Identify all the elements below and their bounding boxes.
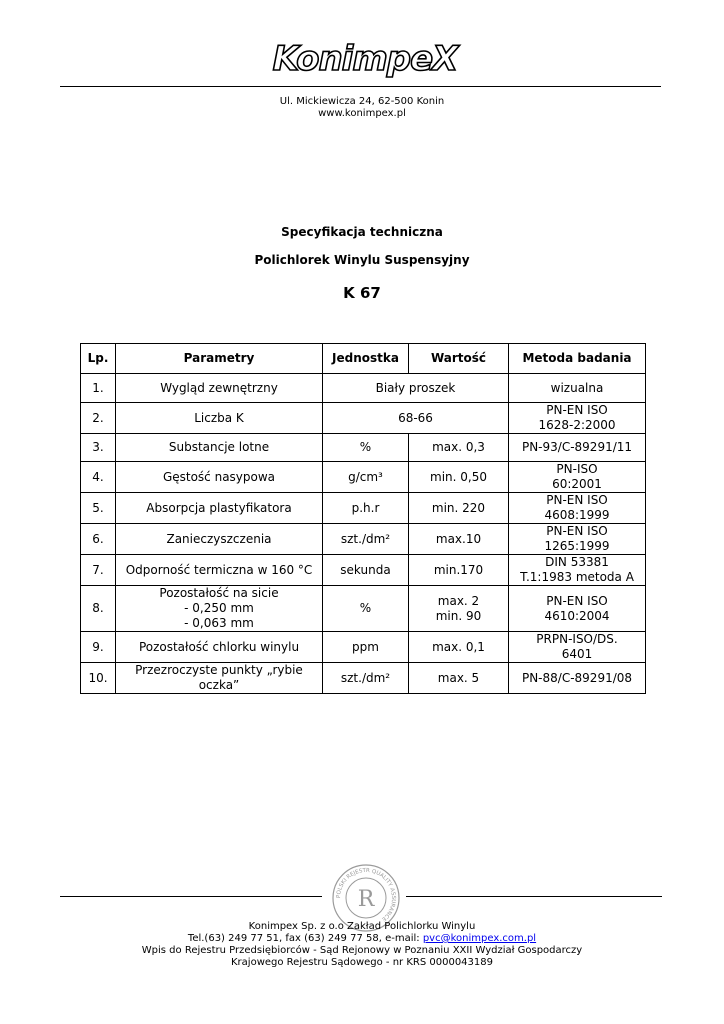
cell-method: PN-93/C-89291/11 xyxy=(509,434,646,462)
cell-method: PRPN-ISO/DS. 6401 xyxy=(509,632,646,663)
cell-unit: % xyxy=(323,586,409,632)
cell-lp: 2. xyxy=(81,403,116,434)
footer-register-line: Wpis do Rejestru Przedsiębiorców - Sąd Rejonowy w Poznaniu XXII Wydział Gospodarczy xyxy=(141,945,583,956)
cell-method: PN-EN ISO 4608:1999 xyxy=(509,493,646,524)
cell-value: min. 220 xyxy=(409,493,509,524)
table-header-row xyxy=(81,344,646,374)
footer-divider-left xyxy=(60,896,322,897)
cell-param: Wygląd zewnętrzny xyxy=(116,374,323,403)
table-row xyxy=(81,374,646,403)
cell-method: DIN 53381 T.1:1983 metoda A xyxy=(509,555,646,586)
cell-value: max. 5 xyxy=(409,663,509,694)
cell-value: max. 0,1 xyxy=(409,632,509,663)
cell-lp: 6. xyxy=(81,524,116,555)
cell-lp: 8. xyxy=(81,586,116,632)
document-title: Specyfikacja techniczna xyxy=(281,225,443,239)
cell-unit: g/cm³ xyxy=(323,462,409,493)
cell-param: Pozostałość na sicie - 0,250 mm - 0,063 mm xyxy=(116,586,323,632)
cell-unit: szt./dm² xyxy=(323,663,409,694)
cell-param: Przezroczyste punkty „rybie oczka” xyxy=(116,663,323,694)
cell-lp: 9. xyxy=(81,632,116,663)
company-address xyxy=(0,96,724,120)
cell-method: PN-EN ISO 4610:2004 xyxy=(509,586,646,632)
address-line: Ul. Mickiewicza 24, 62-500 Konin xyxy=(279,96,445,107)
table-row xyxy=(81,586,646,632)
table-row xyxy=(81,462,646,493)
cell-param: Substancje lotne xyxy=(116,434,323,462)
cell-unit-value: Biały proszek xyxy=(323,374,509,403)
document-subtitle: Polichlorek Winylu Suspensyjny xyxy=(254,253,470,267)
table-row xyxy=(81,434,646,462)
footer-contact-line xyxy=(0,933,724,945)
email-link[interactable]: pvc@konimpex.com.pl xyxy=(422,933,537,944)
table-row xyxy=(81,524,646,555)
cell-value: min. 0,50 xyxy=(409,462,509,493)
product-code: K 67 xyxy=(343,284,381,302)
cell-param: Zanieczyszczenia xyxy=(116,524,323,555)
table-row xyxy=(81,632,646,663)
seal-letter: R xyxy=(357,887,375,912)
cell-unit: sekunda xyxy=(323,555,409,586)
cell-lp: 1. xyxy=(81,374,116,403)
footer-company-line: Konimpex Sp. z o.o Zakład Polichlorku Winylu xyxy=(248,921,476,932)
header-wartosc: Wartość xyxy=(409,344,509,374)
header-jednostka: Jednostka xyxy=(323,344,409,374)
cell-unit: % xyxy=(323,434,409,462)
table-row xyxy=(81,493,646,524)
cell-lp: 3. xyxy=(81,434,116,462)
website-line: www.konimpex.pl xyxy=(318,108,406,119)
cell-param: Odporność termiczna w 160 °C xyxy=(116,555,323,586)
cell-lp: 7. xyxy=(81,555,116,586)
footer-phone-fax: Tel.(63) 249 77 51, fax (63) 249 77 58, e-mail: xyxy=(187,933,423,944)
cell-lp: 4. xyxy=(81,462,116,493)
cell-lp: 5. xyxy=(81,493,116,524)
cell-method: PN-EN ISO 1265:1999 xyxy=(509,524,646,555)
cell-method: PN-EN ISO 1628-2:2000 xyxy=(509,403,646,434)
specification-table xyxy=(80,343,646,694)
cell-unit: ppm xyxy=(323,632,409,663)
header-metoda: Metoda badania xyxy=(509,344,646,374)
cell-param: Absorpcja plastyfikatora xyxy=(116,493,323,524)
footer-krs-line: Krajowego Rejestru Sądowego - nr KRS 0000043189 xyxy=(231,957,493,968)
company-logo xyxy=(258,38,472,78)
footer-divider-right xyxy=(406,896,662,897)
cell-value: max. 0,3 xyxy=(409,434,509,462)
cell-method: wizualna xyxy=(509,374,646,403)
cell-param: Pozostałość chlorku winylu xyxy=(116,632,323,663)
cell-unit-value: 68-66 xyxy=(323,403,509,434)
table-row xyxy=(81,555,646,586)
cell-method: PN-88/C-89291/08 xyxy=(509,663,646,694)
company-footer xyxy=(0,921,724,969)
cell-method: PN-ISO 60:2001 xyxy=(509,462,646,493)
svg-text:KonimpeX: KonimpeX xyxy=(272,39,458,78)
cell-unit: szt./dm² xyxy=(323,524,409,555)
cell-value: max. 2 min. 90 xyxy=(409,586,509,632)
table-row xyxy=(81,663,646,694)
cell-unit: p.h.r xyxy=(323,493,409,524)
konimpex-logo-graphic xyxy=(258,38,472,78)
cell-value: min.170 xyxy=(409,555,509,586)
header-divider xyxy=(60,86,661,87)
cell-lp: 10. xyxy=(81,663,116,694)
header-lp: Lp. xyxy=(81,344,116,374)
header-parametry: Parametry xyxy=(116,344,323,374)
cell-param: Gęstość nasypowa xyxy=(116,462,323,493)
seal-ring-text: POLSKI REJESTR QUALITY ASSURANCE xyxy=(335,867,397,922)
cell-param: Liczba K xyxy=(116,403,323,434)
cell-value: max.10 xyxy=(409,524,509,555)
table-row xyxy=(81,403,646,434)
